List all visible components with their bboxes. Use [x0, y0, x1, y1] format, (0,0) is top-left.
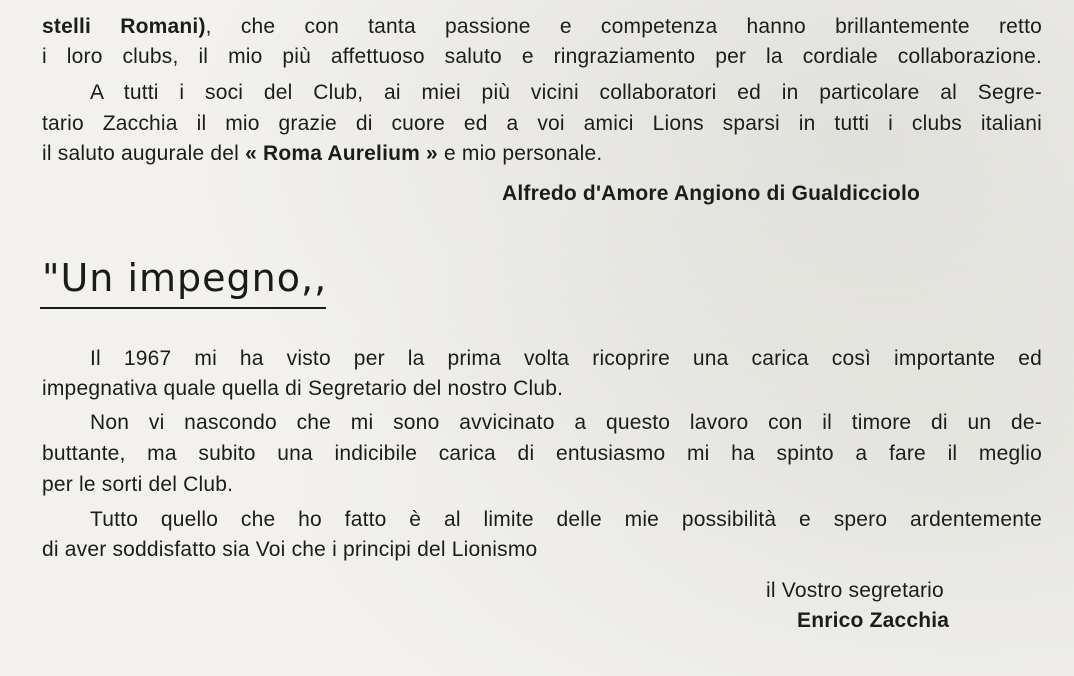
- author-signature: Alfredo d'Amore Angiono di Gualdicciolo: [502, 182, 921, 205]
- paragraph-1-line-1: [90, 346, 1042, 372]
- secretary-signature: Enrico Zacchia: [797, 609, 950, 632]
- text-fragment: impegnativa quale quella di Segretario del nostro Club.: [42, 377, 564, 400]
- paragraph-2-line-2: [42, 441, 1042, 467]
- text-line-5: [42, 141, 602, 167]
- paragraph-2-line-3: [42, 472, 233, 498]
- text-line-1: [42, 14, 1042, 40]
- paragraph-1-line-2: [42, 376, 563, 402]
- text-fragment: Non vi nascondo che mi sono avvicinato a questo lavoro con il timore di un de-: [90, 411, 1042, 434]
- text-line-3: [90, 80, 1042, 106]
- paragraph-2-line-1: [90, 410, 1042, 436]
- text-fragment: buttante, ma subito una indicibile carica di entusiasmo mi ha spinto a fare il meglio: [42, 442, 1042, 465]
- text-fragment: Il 1967 mi ha visto per la prima volta ricoprire una carica così importante ed: [90, 347, 1042, 370]
- text-fragment: e mio personale.: [437, 142, 603, 165]
- section-heading: "Un impegno,,: [42, 256, 328, 300]
- paragraph-3-line-1: [90, 507, 1042, 533]
- text-fragment: di aver soddisfatto sia Voi che i principi del Lionismo: [42, 538, 538, 561]
- club-name: « Roma Aurelium »: [245, 142, 438, 165]
- heading-underline: [40, 307, 326, 309]
- text-fragment: tario Zacchia il mio grazie di cuore ed a voi amici Lions sparsi in tutti i clubs italiani: [42, 112, 1042, 135]
- closing-line: il Vostro segretario: [766, 579, 944, 602]
- text-fragment: , che con tanta passione e competenza hanno brillantemente retto: [205, 15, 1042, 38]
- text-fragment: il saluto augurale del: [42, 142, 246, 165]
- bold-phrase: stelli Romani): [42, 15, 206, 38]
- text-fragment: per le sorti del Club.: [42, 473, 234, 496]
- text-fragment: A tutti i soci del Club, ai miei più vicini collaboratori ed in particolare al Segre-: [90, 81, 1042, 104]
- text-fragment: Tutto quello che ho fatto è al limite delle mie possibilità e spero ardentemente: [90, 508, 1042, 531]
- text-line-2: [42, 44, 1042, 70]
- text-line-4: [42, 111, 1042, 137]
- text-fragment: i loro clubs, il mio più affettuoso saluto e ringraziamento per la cordiale collaborazione.: [42, 45, 1042, 68]
- paragraph-3-line-2: [42, 537, 537, 563]
